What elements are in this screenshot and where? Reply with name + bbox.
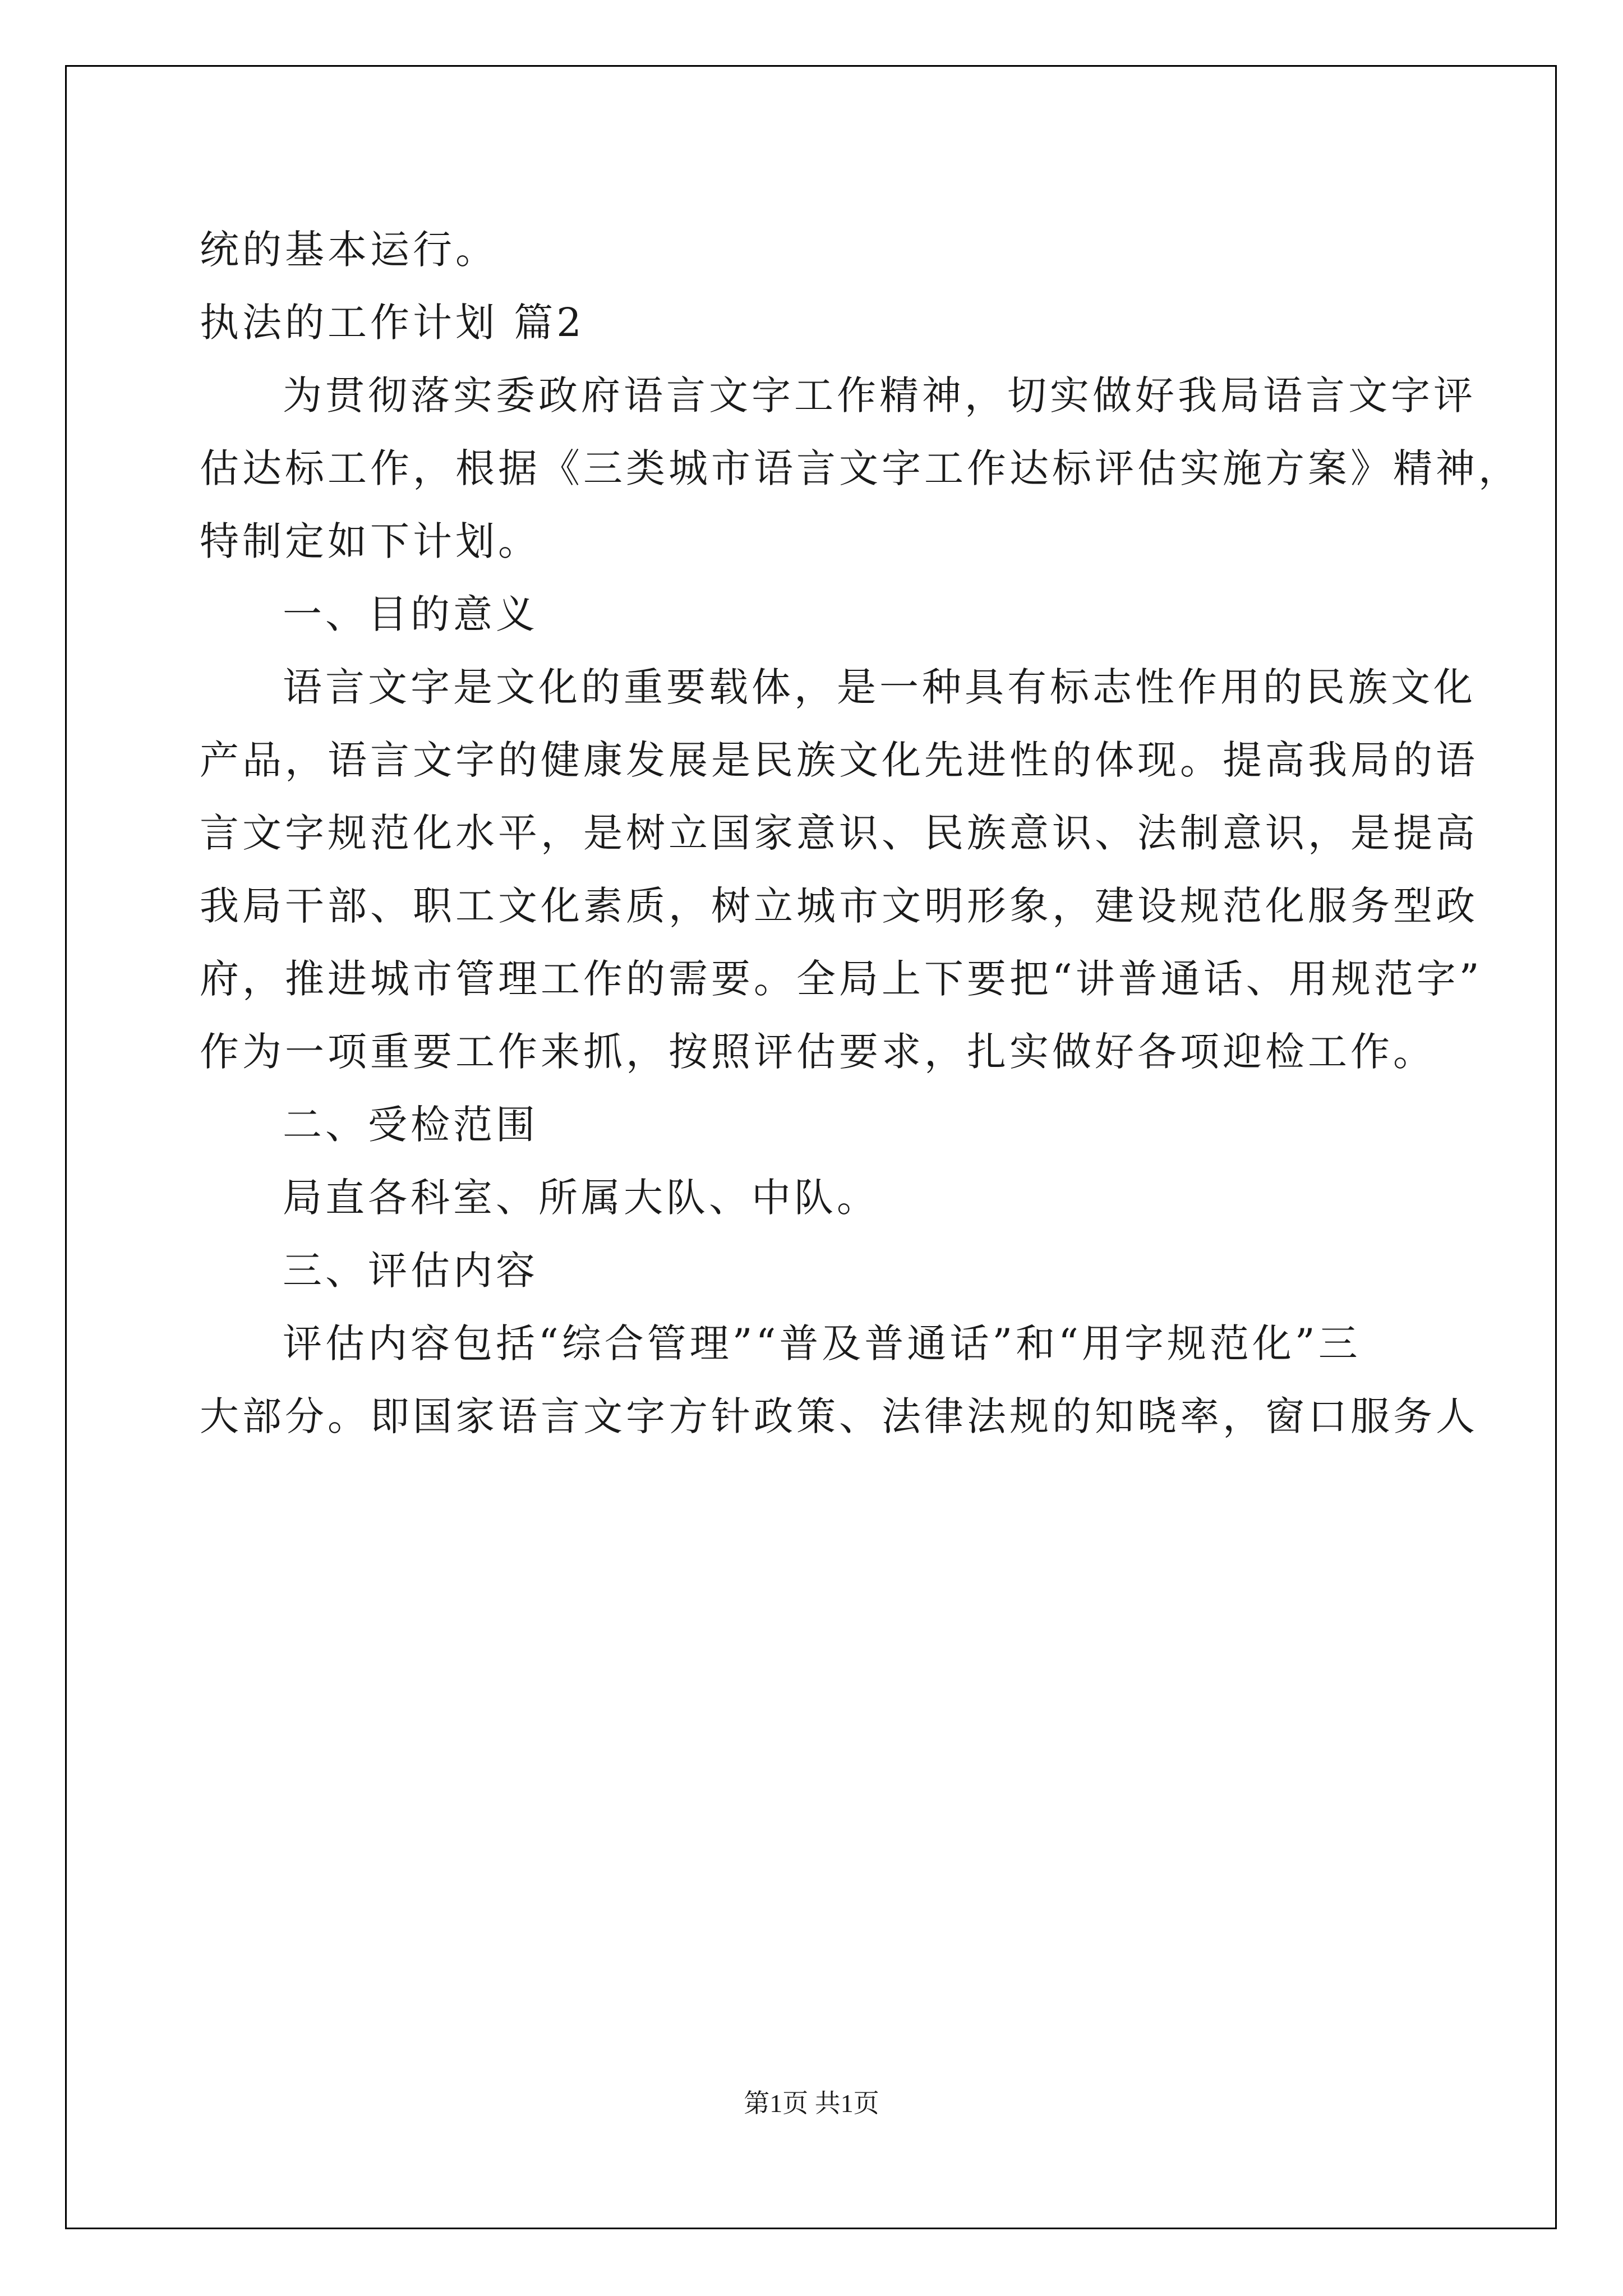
- text-line: 一、目的意义: [283, 591, 538, 637]
- text-line: 我局干部、职工文化素质，树立城市文明形象，建设规范化服务型政: [200, 883, 1478, 929]
- text-line: 产品，语言文字的健康发展是民族文化先进性的体现。提高我局的语: [200, 737, 1478, 783]
- text-line: 大部分。即国家语言文字方针政策、法律法规的知晓率，窗口服务人: [200, 1393, 1478, 1439]
- text-line: 语言文字是文化的重要载体，是一种具有标志性作用的民族文化: [283, 664, 1476, 710]
- text-line: 为贯彻落实委政府语言文字工作精神，切实做好我局语言文字评: [283, 372, 1476, 418]
- text-line: 局直各科室、所属大队、中队。: [283, 1175, 879, 1221]
- paragraph: [200, 578, 1450, 651]
- text-line: 二、受检范围: [283, 1102, 538, 1148]
- paragraph: [200, 1234, 1450, 1307]
- paragraph: [200, 1307, 1478, 1453]
- text-line: 执法的工作计划 篇2: [200, 300, 585, 346]
- paragraph: [200, 213, 1450, 286]
- paragraph: [200, 1088, 1450, 1161]
- text-line: 评估内容包括“综合管理”“普及普通话”和“用字规范化”三: [283, 1320, 1361, 1366]
- document-body: [200, 213, 1521, 1453]
- page-footer: 第1页 共1页: [744, 2089, 879, 2118]
- text-line: 三、评估内容: [283, 1248, 538, 1294]
- text-line: 言文字规范化水平，是树立国家意识、民族意识、法制意识，是提高: [200, 810, 1478, 856]
- text-line: 特制定如下计划。: [200, 518, 541, 564]
- paragraph: [200, 359, 1521, 578]
- paragraph: [200, 286, 1450, 359]
- paragraph: [200, 1161, 1450, 1234]
- paragraph: [200, 651, 1483, 1088]
- text-line: 府，推进城市管理工作的需要。全局上下要把“讲普通话、用规范字”: [200, 956, 1483, 1002]
- text-line: 统的基本运行。: [200, 227, 498, 273]
- text-line: 作为一项重要工作来抓，按照评估要求，扎实做好各项迎检工作。: [200, 1029, 1436, 1075]
- text-line: 估达标工作，根据《三类城市语言文字工作达标评估实施方案》精神，: [200, 445, 1521, 491]
